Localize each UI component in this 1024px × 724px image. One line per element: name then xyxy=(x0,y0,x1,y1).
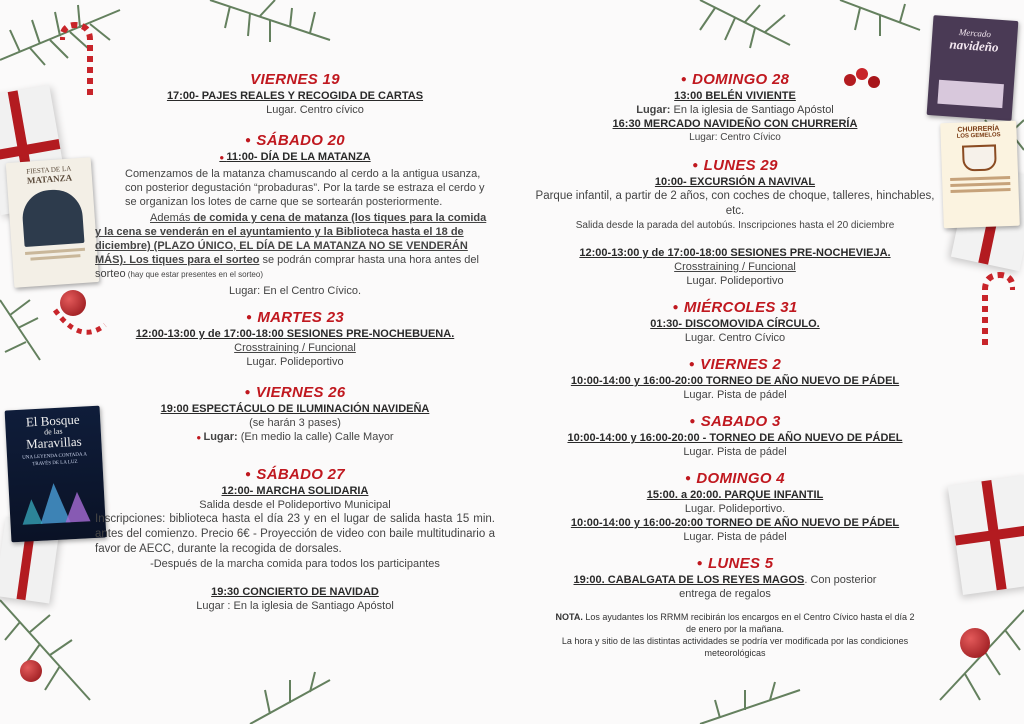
matanza-poster-line2: MATANZA xyxy=(26,172,73,186)
nota-text-1 xyxy=(555,611,915,635)
day-heading-text: VIERNES 2 xyxy=(700,356,782,373)
event-viernes-2 xyxy=(535,355,935,402)
red-ornament-icon xyxy=(960,628,990,658)
event-place: Lugar. Polideportivo. xyxy=(684,503,786,515)
event-place: Lugar. Pista de pádel xyxy=(683,389,787,401)
event-place: Lugar. Polideportivo xyxy=(246,356,344,368)
place-text: Centro Cívico xyxy=(717,132,781,143)
event-place: Lugar. Pista de pádel xyxy=(683,446,787,458)
event-place: ● Lugar: (En medio la calle) Calle Mayor xyxy=(196,431,394,443)
matanza-poster xyxy=(6,157,100,288)
event-domingo-4 xyxy=(535,469,935,544)
event-subtitle: (se harán 3 pases) xyxy=(249,417,341,429)
candy-cane-icon xyxy=(60,20,100,100)
event-title: 13:00 BELÉN VIVIENTE xyxy=(674,90,796,102)
event-title-rest: . Con posterior entrega de regalos xyxy=(679,574,877,600)
event-place: Lugar: En el Centro Cívico. xyxy=(228,285,362,297)
event-title: 10:00- EXCURSIÓN A NAVIVAL xyxy=(654,176,816,188)
day-heading: VIERNES 19 xyxy=(250,71,340,88)
bosque-poster-line2: de las xyxy=(43,426,63,437)
event-subtitle: Crosstraining / Funcional xyxy=(674,261,796,273)
event-title: 19:00 ESPECTÁCULO DE ILUMINACIÓN NAVIDEÑA xyxy=(160,403,430,415)
event-sabado-3 xyxy=(535,412,935,459)
nota-label: NOTA. xyxy=(555,612,583,622)
event-after: -Después de la marcha comida para todos los participantes xyxy=(150,558,440,570)
place-label: Lugar: xyxy=(636,104,671,116)
event-place-2: Lugar. Pista de pádel xyxy=(683,531,787,543)
candy-cane-icon xyxy=(975,270,1015,350)
bosque-maravillas-poster xyxy=(5,406,107,543)
place-label: Lugar: xyxy=(689,132,718,143)
day-heading-text: SABADO 3 xyxy=(700,413,781,430)
event-place: Lugar. Polideportivo xyxy=(686,275,784,287)
event-lunes-5 xyxy=(535,554,935,601)
day-heading: ● VIERNES 26 xyxy=(244,384,346,401)
event-place: Lugar. Centro cívico xyxy=(266,104,364,116)
day-heading: ● LUNES 29 xyxy=(692,157,778,174)
day-heading-text: DOMINGO 4 xyxy=(696,470,785,487)
event-subtitle: Crosstraining / Funcional xyxy=(234,342,356,354)
day-heading: ● DOMINGO 28 xyxy=(680,71,790,88)
day-heading-text: LUNES 29 xyxy=(703,157,778,174)
note-rest: se podrán comprar hasta una hora antes del sorteo xyxy=(95,254,479,280)
mercado-poster-line1: Mercado xyxy=(958,26,992,40)
event-description: Parque infantil, a partir de 2 años, con coches de choque, talleres, hinchables, etc. xyxy=(535,190,935,217)
place-label: Lugar: xyxy=(203,431,238,443)
event-sabado-27 xyxy=(95,465,495,613)
day-heading: ● DOMINGO 4 xyxy=(685,470,785,487)
event-title-2: 12:00-13:00 y de 17:00-18:00 SESIONES PRE-NOCHEVIEJA. xyxy=(579,247,891,259)
event-place-2 xyxy=(535,131,935,144)
event-title: 12:00- MARCHA SOLIDARIA xyxy=(221,485,369,497)
mercado-poster-line2: navideño xyxy=(949,36,1000,55)
right-column xyxy=(535,70,935,673)
event-title: ● 11:00- DÍA DE LA MATANZA xyxy=(219,151,371,163)
place-text: En la iglesia de Santiago Apóstol xyxy=(670,104,834,116)
event-title: 12:00-13:00 y de 17:00-18:00 SESIONES PRE-NOCHEBUENA. xyxy=(135,328,455,340)
day-heading: ● MIÉRCOLES 31 xyxy=(672,299,798,316)
red-ornament-icon xyxy=(20,660,42,682)
bosque-poster-line1: El Bosque xyxy=(25,411,80,430)
event-description: Inscripciones: biblioteca hasta el día 23 y en el lugar de salida hasta 15 min. antes del comienzo. Precio 6€ - Proyección de video con baile multitudinario a favor de AECC, durante la recogida de dorsales. xyxy=(95,513,495,555)
churreria-poster xyxy=(940,121,1020,229)
matanza-poster-line1: FIESTA DE LA xyxy=(26,164,72,176)
left-column xyxy=(95,70,495,627)
bosque-poster-sub: UNA LEYENDA CONTADA A TRAVÉS DE LA LUZ xyxy=(22,452,88,468)
event-place xyxy=(535,103,935,117)
day-heading-text: SÁBADO 20 xyxy=(256,132,345,149)
churreria-poster-line2: LOS GEMELOS xyxy=(956,132,1001,140)
day-heading-text: MARTES 23 xyxy=(257,309,344,326)
nota-text-2: La hora y sitio de las distintas actividades se podría ver modificada por las condiciones meteorológicas xyxy=(561,636,909,658)
event-title xyxy=(535,573,935,601)
event-note xyxy=(95,211,495,281)
event-title: 15:00. a 20:00. PARQUE INFANTIL xyxy=(646,489,824,501)
event-title: 01:30- DISCOMOVIDA CÍRCULO. xyxy=(650,318,820,330)
event-sabado-20 xyxy=(95,131,495,298)
note-bold: de comida y cena de matanza (los tiques para la comida y la cena se venderán en el ayuntamiento y la Biblioteca hasta el 18 de diciembre) (PLAZO ÚNICO, EL DÍA DE LA MATANZA NO SE VENDERÁN MÁS). Los tiques para el sorteo xyxy=(95,212,487,266)
day-heading: ● SÁBADO 20 xyxy=(245,132,345,149)
note-small: (hay que estar presentes en el sorteo) xyxy=(125,270,263,279)
day-heading-text: DOMINGO 28 xyxy=(692,71,790,88)
mercado-navideno-poster xyxy=(927,15,1019,121)
event-title-2: 10:00-14:00 y 16:00-20:00 TORNEO DE AÑO NUEVO DE PÁDEL xyxy=(570,517,900,529)
day-heading: ● SÁBADO 27 xyxy=(245,466,345,483)
event-line: Salida desde el Polideportivo Municipal xyxy=(199,499,391,511)
day-heading: ● LUNES 5 xyxy=(696,555,774,572)
event-title: 10:00-14:00 y 16:00-20:00 - TORNEO DE AÑO NUEVO DE PÁDEL xyxy=(567,432,903,444)
event-viernes-19 xyxy=(95,70,495,117)
nota-section xyxy=(535,611,935,659)
event-title-text: 11:00- DÍA DE LA MATANZA xyxy=(226,151,371,163)
event-miercoles-31 xyxy=(535,298,935,345)
day-heading-text: MIÉRCOLES 31 xyxy=(683,299,798,316)
event-note: Salida desde la parada del autobús. Inscripciones hasta el 20 diciembre xyxy=(575,220,895,231)
place-text: (En medio la calle) Calle Mayor xyxy=(237,431,394,443)
day-heading-text: LUNES 5 xyxy=(707,555,774,572)
day-heading: ● VIERNES 2 xyxy=(688,356,782,373)
nota-text: Los ayudantes los RRMM recibirán los encargos en el Centro Cívico hasta el día 2 de enero por la mañana. xyxy=(582,612,915,634)
bosque-poster-line3: Maravillas xyxy=(25,433,83,452)
event-lunes-29 xyxy=(535,156,935,288)
day-heading: ● SABADO 3 xyxy=(689,413,781,430)
event-title-2: 19:30 CONCIERTO DE NAVIDAD xyxy=(211,586,379,598)
day-heading-text: SÁBADO 27 xyxy=(256,466,345,483)
event-title: 10:00-14:00 y 16:00-20:00 TORNEO DE AÑO NUEVO DE PÁDEL xyxy=(570,375,900,387)
event-place: Lugar. Centro Cívico xyxy=(684,332,786,344)
event-place-2: Lugar : En la iglesia de Santiago Apóstol xyxy=(196,600,394,612)
event-viernes-26 xyxy=(95,383,495,445)
day-heading: ● MARTES 23 xyxy=(246,309,344,326)
churreria-poster-line1: CHURRERÍA xyxy=(957,125,1000,134)
event-title-2: 16:30 MERCADO NAVIDEÑO CON CHURRERÍA xyxy=(612,118,858,130)
note-prefix: Además xyxy=(150,212,191,224)
event-martes-23 xyxy=(95,308,495,369)
event-title: 17:00- PAJES REALES Y RECOGIDA DE CARTAS xyxy=(166,90,424,102)
day-heading-text: VIERNES 26 xyxy=(255,384,346,401)
event-description: Comenzamos de la matanza chamuscando al cerdo a la antigua usanza, con posterior degustación “probaduras”. Por la tarde se estraza el cerdo y se organizan los lotes de carne que se sortearán posteriormente. xyxy=(125,168,485,208)
event-domingo-28 xyxy=(535,70,935,144)
event-title-text: 19:00. CABALGATA DE LOS REYES MAGOS xyxy=(573,574,805,586)
